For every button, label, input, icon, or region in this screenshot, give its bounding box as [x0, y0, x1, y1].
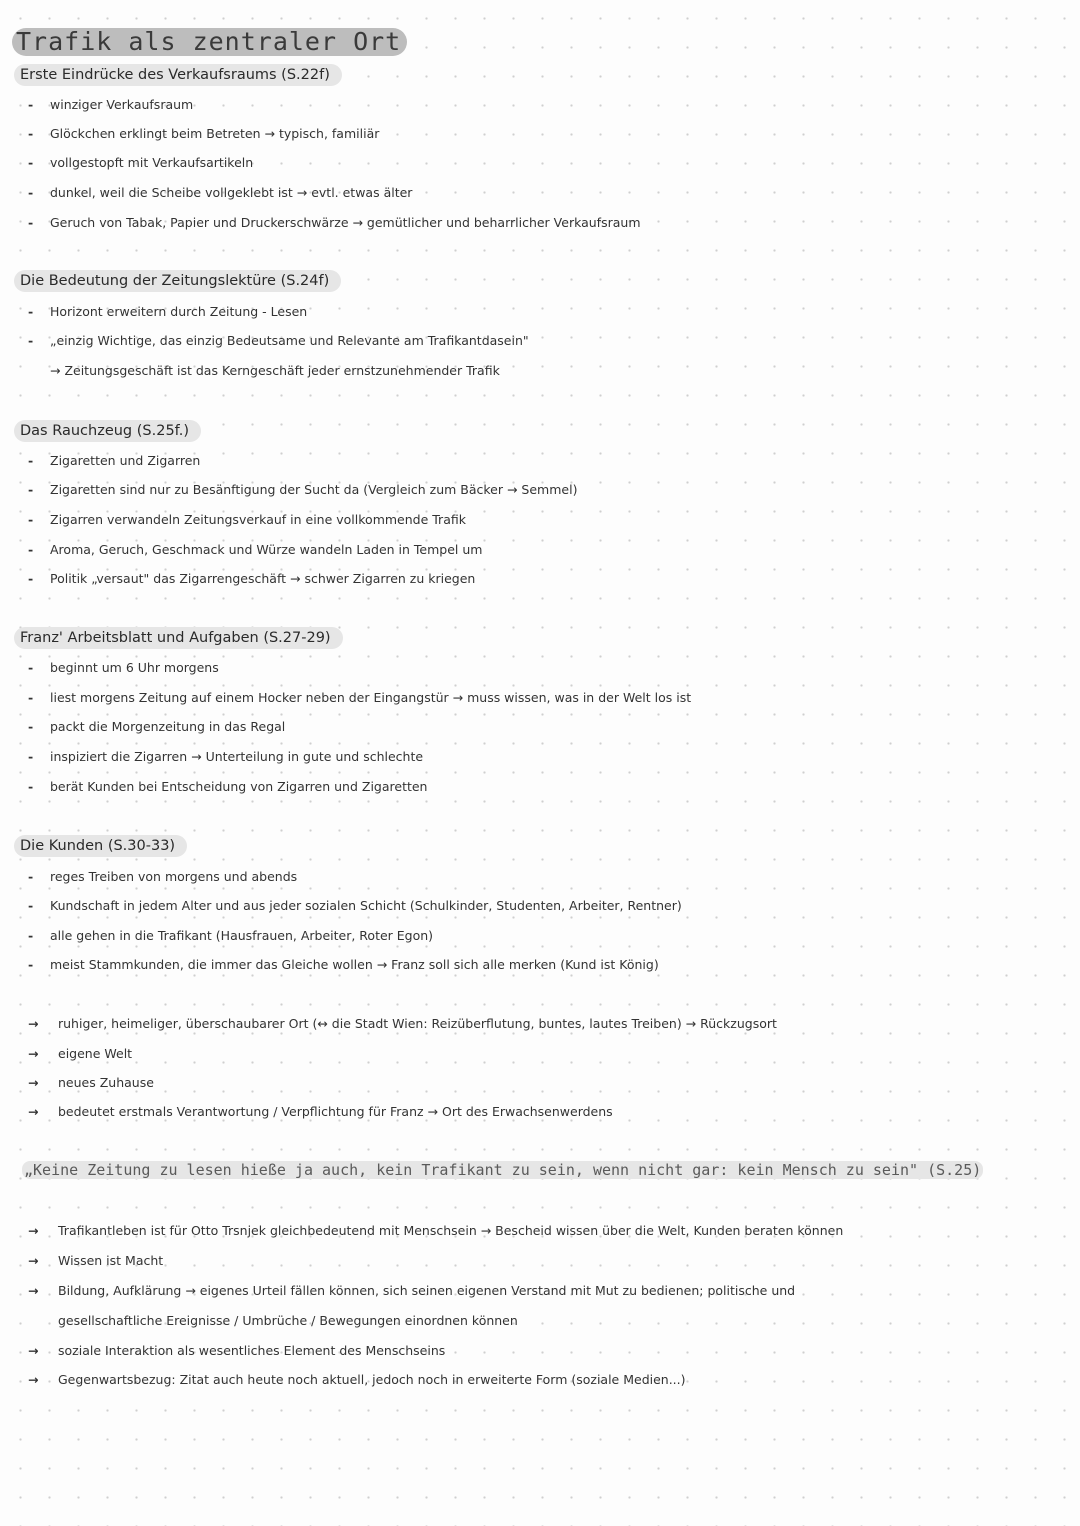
dash-marker: -	[28, 869, 34, 884]
arrow-icon: →	[28, 1253, 39, 1268]
section-heading-kunden: Die Kunden (S.30-33)	[14, 835, 187, 857]
quote-note-text: Gegenwartsbezug: Zitat auch heute noch aktuell, jedoch noch in erweiterte Form (soziale Medien...)	[58, 1372, 686, 1387]
conclusion-item	[28, 1013, 777, 1035]
dash-marker: -	[28, 542, 34, 557]
quote-note-item	[28, 1280, 795, 1302]
list-item-text: liest morgens Zeitung auf einem Hocker neben der Eingangstür → muss wissen, was in der Welt los ist	[50, 690, 692, 705]
list-item-text: Zigarren verwandeln Zeitungsverkauf in eine vollkommende Trafik	[50, 512, 466, 527]
dash-marker: -	[28, 453, 34, 468]
dash-marker: -	[28, 333, 34, 348]
list-item-text: Glöckchen erklingt beim Betreten → typisch, familiär	[50, 126, 380, 141]
dash-marker: -	[28, 215, 34, 230]
conclusion-item	[28, 1043, 132, 1065]
list-item	[28, 182, 412, 204]
dash-marker: -	[28, 928, 34, 943]
dash-marker: -	[28, 482, 34, 497]
list-item-text: Horizont erweitern durch Zeitung - Lesen	[50, 304, 308, 319]
arrow-icon: →	[28, 1223, 39, 1238]
quote-text: „Keine Zeitung zu lesen hieße ja auch, kein Trafikant zu sein, wenn nicht gar: kein Mensch zu sein" (S.25)	[24, 1161, 982, 1179]
list-item-text: reges Treiben von morgens und abends	[50, 869, 298, 884]
list-item-text: alle gehen in die Trafikant (Hausfrauen, Arbeiter, Roter Egon)	[50, 928, 434, 943]
dash-marker: -	[28, 97, 34, 112]
quote-note-text: Wissen ist Macht	[58, 1253, 164, 1268]
list-item-text: Kundschaft in jedem Alter und aus jeder sozialen Schicht (Schulkinder, Studenten, Arbeiter, Rentner)	[50, 898, 682, 913]
list-item	[28, 687, 691, 709]
section-heading-verkaufsraum: Erste Eindrücke des Verkaufsraums (S.22f)	[14, 64, 342, 86]
dash-marker: -	[28, 185, 34, 200]
list-item	[28, 657, 219, 679]
list-item	[28, 925, 433, 947]
list-item	[28, 360, 500, 382]
list-item-text: vollgestopft mit Verkaufsartikeln	[50, 155, 254, 170]
list-item	[28, 152, 253, 174]
arrow-icon: →	[28, 1283, 39, 1298]
list-item-text: packt die Morgenzeitung in das Regal	[50, 719, 286, 734]
list-item-text: inspiziert die Zigarren → Unterteilung in gute und schlechte	[50, 749, 424, 764]
quote-note-text: Bildung, Aufklärung → eigenes Urteil fällen können, sich seinen eigenen Verstand mit Mut zu bedienen; politische und	[58, 1283, 796, 1298]
arrow-icon: →	[28, 1372, 39, 1387]
dash-marker: -	[28, 690, 34, 705]
list-item-text: Zigaretten sind nur zu Besänftigung der Sucht da (Vergleich zum Bäcker → Semmel)	[50, 482, 578, 497]
dash-marker: -	[28, 779, 34, 794]
list-item-text: beginnt um 6 Uhr morgens	[50, 660, 219, 675]
quote-note-text: gesellschaftliche Ereignisse / Umbrüche / Bewegungen einordnen können	[58, 1313, 518, 1328]
arrow-icon: →	[28, 1016, 39, 1031]
list-item-text: berät Kunden bei Entscheidung von Zigarren und Zigaretten	[50, 779, 428, 794]
list-item	[28, 509, 466, 531]
arrow-icon: →	[28, 1075, 39, 1090]
list-item	[28, 330, 529, 352]
dash-marker: -	[28, 957, 34, 972]
list-item	[28, 479, 577, 501]
list-item	[28, 746, 423, 768]
quote-note-text: soziale Interaktion als wesentliches Element des Menschseins	[58, 1343, 446, 1358]
section-heading-zeitungslektuere: Die Bedeutung der Zeitungslektüre (S.24f)	[14, 270, 341, 292]
list-item-text: Geruch von Tabak, Papier und Druckerschwärze → gemütlicher und beharrlicher Verkaufsraum	[50, 215, 641, 230]
list-item-text: Politik „versaut" das Zigarrengeschäft → schwer Zigarren zu kriegen	[50, 571, 476, 586]
conclusion-item	[28, 1101, 613, 1123]
dash-marker: -	[28, 719, 34, 734]
quote-block	[22, 1160, 1074, 1180]
conclusion-text: eigene Welt	[58, 1046, 133, 1061]
dash-marker: -	[28, 512, 34, 527]
dash-marker: -	[28, 571, 34, 586]
section-heading-arbeitsblatt: Franz' Arbeitsblatt und Aufgaben (S.27-29)	[14, 627, 343, 649]
list-item	[28, 716, 285, 738]
quote-note-continuation	[28, 1310, 518, 1332]
list-item	[28, 954, 659, 976]
list-item-text: Aroma, Geruch, Geschmack und Würze wandeln Laden in Tempel um	[50, 542, 483, 557]
list-item	[28, 123, 379, 145]
dash-marker: -	[28, 749, 34, 764]
list-item-text: → Zeitungsgeschäft ist das Kerngeschäft jeder ernstzunehmender Trafik	[50, 363, 500, 378]
list-item	[28, 866, 297, 888]
quote-note-item	[28, 1340, 445, 1362]
dash-marker: -	[28, 898, 34, 913]
list-item	[28, 776, 427, 798]
list-item	[28, 301, 307, 323]
quote-note-item	[28, 1250, 163, 1272]
list-item-text: Zigaretten und Zigarren	[50, 453, 201, 468]
list-item-text: meist Stammkunden, die immer das Gleiche wollen → Franz soll sich alle merken (Kund ist König)	[50, 957, 659, 972]
conclusion-text: bedeutet erstmals Verantwortung / Verpflichtung für Franz → Ort des Erwachsenwerdens	[58, 1104, 613, 1119]
quote-note-item	[28, 1220, 843, 1242]
dash-marker: -	[28, 126, 34, 141]
conclusion-text: neues Zuhause	[58, 1075, 154, 1090]
list-item	[28, 450, 200, 472]
dash-marker: -	[28, 155, 34, 170]
dash-marker: -	[28, 660, 34, 675]
arrow-icon: →	[28, 1046, 39, 1061]
list-item-text: winziger Verkaufsraum	[50, 97, 194, 112]
quote-note-item	[28, 1369, 686, 1391]
dash-marker: -	[28, 304, 34, 319]
list-item	[28, 539, 482, 561]
arrow-icon: →	[28, 1343, 39, 1358]
conclusion-item	[28, 1072, 154, 1094]
list-item	[28, 212, 641, 234]
list-item	[28, 895, 682, 917]
conclusion-text: ruhiger, heimeliger, überschaubarer Ort (↔ die Stadt Wien: Reizüberflutung, buntes, lautes Treiben) → Rückzugsort	[58, 1016, 777, 1031]
section-heading-rauchzeug: Das Rauchzeug (S.25f.)	[14, 420, 201, 442]
list-item	[28, 568, 475, 590]
quote-note-text: Trafikantleben ist für Otto Trsnjek gleichbedeutend mit Menschsein → Bescheid wissen über die Welt, Kunden beraten können	[58, 1223, 844, 1238]
arrow-icon: →	[28, 1104, 39, 1119]
page-title: Trafik als zentraler Ort	[12, 28, 407, 56]
list-item-text: „einzig Wichtige, das einzig Bedeutsame und Relevante am Trafikantdasein"	[50, 333, 529, 348]
list-item-text: dunkel, weil die Scheibe vollgeklebt ist → evtl. etwas älter	[50, 185, 413, 200]
list-item	[28, 94, 193, 116]
